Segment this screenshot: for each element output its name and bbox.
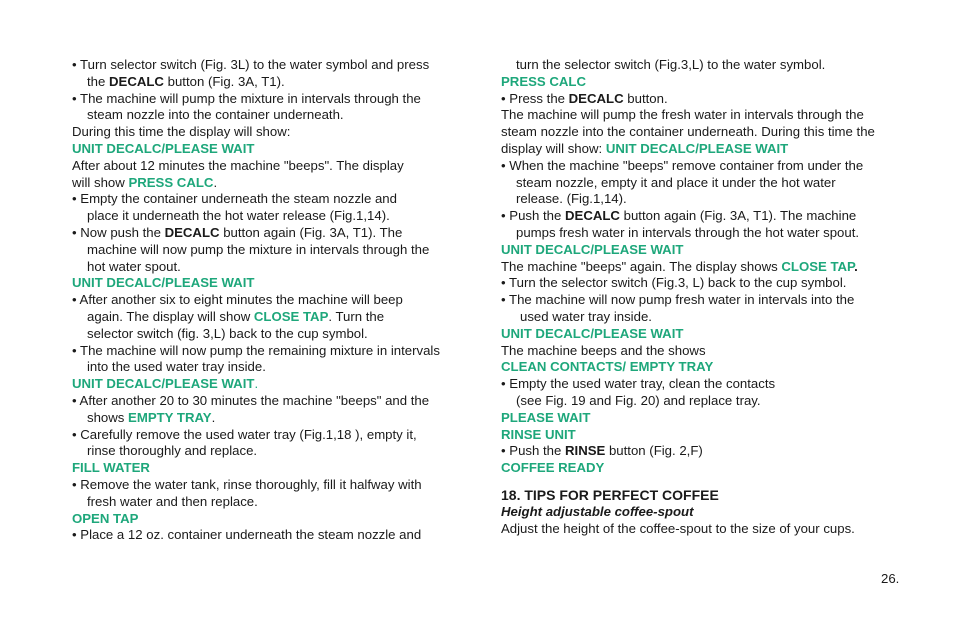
display-message: RINSE UNIT bbox=[501, 426, 576, 442]
text-line: again. The display will show CLOSE TAP. Turn the bbox=[87, 308, 385, 324]
text-line: • Turn selector switch (Fig. 3L) to the water symbol and press bbox=[72, 57, 430, 72]
text-line: steam nozzle into the container underneath. bbox=[87, 107, 344, 123]
text-line: • Now push the DECALC button again (Fig. 3A, T1). The bbox=[72, 224, 403, 240]
text-line: hot water spout. bbox=[87, 258, 181, 274]
text-line: During this time the display will show: bbox=[72, 124, 291, 140]
text-line: • Push the DECALC button again (Fig. 3A, T1). The machine bbox=[501, 208, 857, 224]
text-line: The machine will pump the fresh water in intervals through the bbox=[501, 107, 864, 123]
right-column bbox=[501, 57, 916, 538]
display-message: UNIT DECALC/PLEASE WAIT. bbox=[72, 376, 259, 392]
text-line: will show PRESS CALC. bbox=[72, 174, 218, 190]
text-line: selector switch (fig. 3,L) back to the cup symbol. bbox=[87, 325, 368, 341]
display-message: PLEASE WAIT bbox=[501, 409, 591, 425]
text-line: the DECALC button (Fig. 3A, T1). bbox=[87, 73, 285, 89]
left-column bbox=[72, 57, 482, 544]
text-line: shows EMPTY TRAY. bbox=[87, 409, 216, 425]
display-message: FILL WATER bbox=[72, 460, 150, 476]
text-line: After about 12 minutes the machine "beeps". The display bbox=[72, 157, 404, 173]
section-heading: 18. TIPS FOR PERFECT COFFEE bbox=[501, 486, 719, 503]
text-line: (see Fig. 19 and Fig. 20) and replace tray. bbox=[516, 392, 761, 408]
text-line: The machine beeps and the shows bbox=[501, 342, 706, 358]
text-line: • After another 20 to 30 minutes the machine "beeps" and the bbox=[72, 392, 430, 408]
text-line: release. (Fig.1,14). bbox=[516, 191, 627, 207]
display-message: UNIT DECALC/PLEASE WAIT bbox=[501, 325, 684, 341]
text-line: The machine "beeps" again. The display shows CLOSE TAP. bbox=[501, 258, 858, 274]
text-line: steam nozzle, empty it and place it under the hot water bbox=[516, 174, 836, 190]
text-line: • Remove the water tank, rinse thoroughly, fill it halfway with bbox=[72, 476, 422, 492]
text-line: used water tray inside. bbox=[520, 308, 652, 324]
text-line: place it underneath the hot water release (Fig.1,14). bbox=[87, 208, 390, 224]
text-line: • Empty the used water tray, clean the contacts bbox=[501, 376, 776, 392]
text-line: • Press the DECALC button. bbox=[501, 90, 668, 106]
text-line: display will show: UNIT DECALC/PLEASE WAIT bbox=[501, 140, 789, 156]
text-line: rinse thoroughly and replace. bbox=[87, 443, 258, 459]
text-line: • After another six to eight minutes the machine will beep bbox=[72, 292, 403, 308]
text-line: machine will now pump the mixture in intervals through the bbox=[87, 241, 430, 257]
display-message: OPEN TAP bbox=[72, 510, 139, 526]
display-message: UNIT DECALC/PLEASE WAIT bbox=[72, 140, 255, 156]
text-line: • The machine will pump the mixture in intervals through the bbox=[72, 90, 421, 106]
text-line: • Turn the selector switch (Fig.3, L) back to the cup symbol. bbox=[501, 275, 847, 291]
text-line: • The machine will now pump the remaining mixture in intervals bbox=[72, 342, 440, 358]
text-line: • Push the RINSE button (Fig. 2,F) bbox=[501, 443, 703, 459]
text-line: turn the selector switch (Fig.3,L) to the water symbol. bbox=[516, 57, 826, 72]
display-message: UNIT DECALC/PLEASE WAIT bbox=[72, 275, 255, 291]
sub-heading: Height adjustable coffee-spout bbox=[501, 503, 694, 519]
display-message: PRESS CALC bbox=[501, 73, 586, 89]
text-line: • Carefully remove the used water tray (Fig.1,18 ), empty it, bbox=[72, 426, 417, 442]
display-message: CLEAN CONTACTS/ EMPTY TRAY bbox=[501, 359, 714, 375]
display-message: UNIT DECALC/PLEASE WAIT bbox=[501, 241, 684, 257]
text-line: pumps fresh water in intervals through the hot water spout. bbox=[516, 224, 860, 240]
display-message: COFFEE READY bbox=[501, 460, 605, 476]
text-line: Adjust the height of the coffee-spout to the size of your cups. bbox=[501, 520, 855, 536]
text-line: • The machine will now pump fresh water in intervals into the bbox=[501, 292, 855, 308]
text-line: • When the machine "beeps" remove container from under the bbox=[501, 157, 864, 173]
page-number: 26. bbox=[881, 571, 900, 586]
text-line: into the used water tray inside. bbox=[87, 359, 266, 375]
text-line: fresh water and then replace. bbox=[87, 493, 258, 509]
text-line: • Empty the container underneath the steam nozzle and bbox=[72, 191, 397, 207]
text-line: steam nozzle into the container underneath. During this time the bbox=[501, 124, 875, 140]
text-line: • Place a 12 oz. container underneath the steam nozzle and bbox=[72, 527, 422, 543]
